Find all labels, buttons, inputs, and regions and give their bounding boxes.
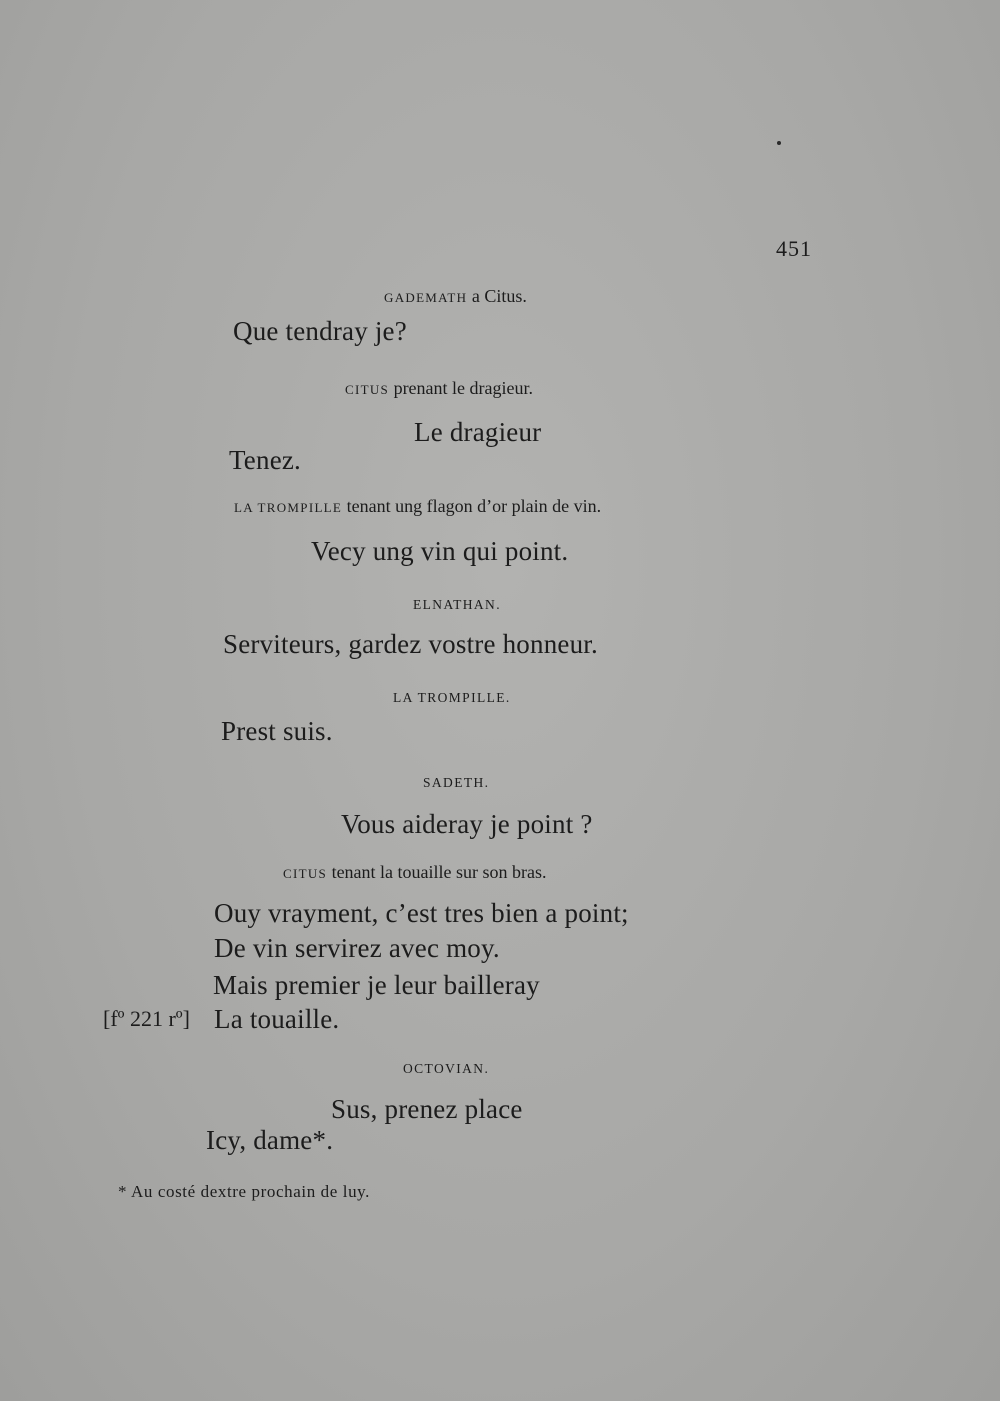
verse-line: Que tendray je? <box>233 316 407 346</box>
speaker-heading <box>345 378 533 399</box>
verse-line: Vous aideray je point ? <box>341 809 593 839</box>
ink-speck <box>777 141 781 145</box>
speaker-name: LA TROMPILLE <box>234 500 343 515</box>
page-number: 451 <box>776 236 812 261</box>
speaker-name: ELNATHAN. <box>413 597 501 612</box>
speaker-heading <box>283 862 547 883</box>
verse-line: Serviteurs, gardez vostre honneur. <box>223 629 598 659</box>
verse-line: Vecy ung vin qui point. <box>311 536 569 566</box>
speaker-name: CITUS <box>283 866 328 881</box>
verse-line: Prest suis. <box>221 716 333 746</box>
verse-line: Tenez. <box>229 445 302 475</box>
speaker-name: LA TROMPILLE. <box>393 690 511 705</box>
verse-line: De vin servirez avec moy. <box>214 933 500 963</box>
speaker-name: CITUS <box>345 382 390 397</box>
verse-line: Ouy vrayment, c’est tres bien a point; <box>214 898 629 928</box>
speaker-name: GADEMATH <box>384 290 468 305</box>
folio-margin-note: [fº 221 rº] <box>103 1006 190 1031</box>
verse-line: La touaille. <box>214 1004 340 1034</box>
verse-line: Sus, prenez place <box>331 1094 523 1124</box>
verse-line: Le dragieur <box>414 417 542 447</box>
verse-line: Icy, dame*. <box>206 1125 334 1155</box>
stage-direction: prenant le dragieur. <box>393 378 534 398</box>
verse-line: Mais premier je leur bailleray <box>213 970 540 1000</box>
stage-direction: tenant ung flagon d’or plain de vin. <box>346 496 602 516</box>
speaker-name: SADETH. <box>423 775 490 790</box>
speaker-heading <box>234 496 601 517</box>
speaker-heading <box>384 286 527 307</box>
speaker-name: OCTOVIAN. <box>403 1061 490 1076</box>
footnote: * Au costé dextre prochain de luy. <box>118 1182 371 1201</box>
stage-direction: a Citus. <box>471 286 527 306</box>
stage-direction: tenant la touaille sur son bras. <box>331 862 547 882</box>
